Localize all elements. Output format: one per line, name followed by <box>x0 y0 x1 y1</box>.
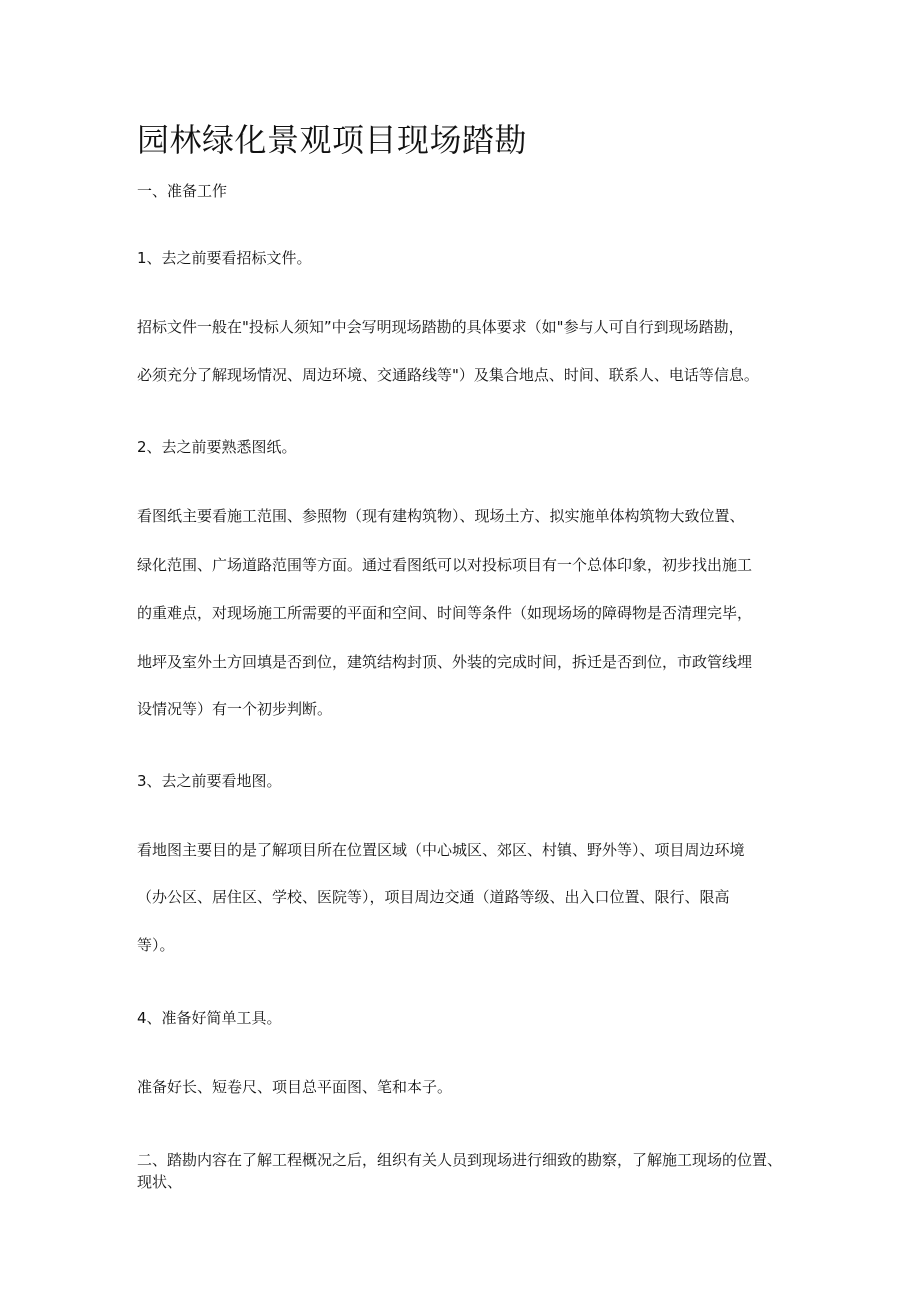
item-3-paragraph-line: 等）。 <box>137 936 175 954</box>
item-2-paragraph-line: 绿化范围、广场道路范围等方面。通过看图纸可以对投标项目有一个总体印象，初步找出施工 <box>137 556 753 574</box>
item-4-heading: 4、准备好简单工具。 <box>137 1009 282 1027</box>
item-1-heading: 1、去之前要看招标文件。 <box>137 249 312 267</box>
item-4-paragraph-line: 准备好长、短卷尺、项目总平面图、笔和本子。 <box>137 1078 453 1096</box>
item-3-paragraph-line: （办公区、居住区、学校、医院等），项目周边交通（道路等级、出入口位置、限行、限高 <box>137 888 730 906</box>
item-1-paragraph-line: 必须充分了解现场情况、周边环境、交通路线等"）及集合地点、时间、联系人、电话等信息。 <box>137 366 759 384</box>
document-title: 园林绿化景观项目现场踏勘 <box>137 121 528 159</box>
item-3-heading: 3、去之前要看地图。 <box>137 772 282 790</box>
item-2-paragraph-line: 地坪及室外土方回填是否到位，建筑结构封顶、外装的完成时间，拆迁是否到位，市政管线埋 <box>137 653 753 671</box>
item-2-heading: 2、去之前要熟悉图纸。 <box>137 438 297 456</box>
section-2-paragraph: 二、踏勘内容在了解工程概况之后，组织有关人员到现场进行细致的勘察，了解施工现场的位置、现状、 <box>137 1151 783 1191</box>
item-2-paragraph-line: 的重难点，对现场施工所需要的平面和空间、时间等条件（如现场场的障碍物是否清理完毕， <box>137 604 753 622</box>
item-2-paragraph-line: 设情况等）有一个初步判断。 <box>137 700 333 718</box>
item-3-paragraph-line: 看地图主要目的是了解项目所在位置区域（中心城区、郊区、村镇、野外等）、项目周边环境 <box>137 841 745 859</box>
item-1-paragraph-line: 招标文件一般在"投标人须知”中会写明现场踏勘的具体要求（如"参与人可自行到现场踏勘， <box>137 318 744 336</box>
section-heading-preparation: 一、准备工作 <box>137 182 228 200</box>
item-2-paragraph-line: 看图纸主要看施工范围、参照物（现有建构筑物）、现场土方、拟实施单体构筑物大致位置、 <box>137 507 745 525</box>
